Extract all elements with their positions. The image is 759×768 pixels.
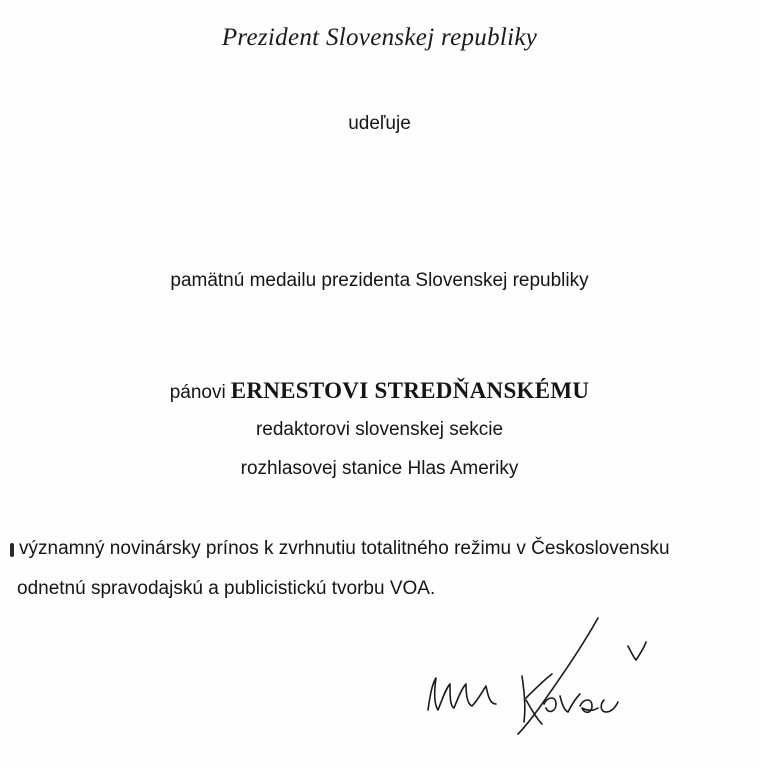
recipient-salutation: pánovi — [169, 382, 226, 403]
cropped-text-edge-mark — [10, 543, 14, 557]
recipient-name: ERNESTOVI STREDŇANSKÉMU — [230, 378, 590, 403]
recipient-line — [0, 378, 759, 404]
recipient-role-line-1: redaktorovi slovenskej sekcie — [255, 419, 504, 440]
award-title: pamätnú medailu prezidenta Slovenskej republiky — [170, 270, 589, 291]
award-reason-line-2: odnetnú spravodajskú a publicistickú tvorbu VOA. — [17, 578, 436, 599]
award-verb: udeľuje — [348, 113, 411, 134]
issuer-heading: Prezident Slovenskej republiky — [221, 24, 538, 51]
handwritten-signature — [420, 600, 650, 750]
recipient-role-line-2: rozhlasovej stanice Hlas Ameriky — [240, 458, 519, 479]
award-reason-line-1: významný novinársky prínos k zvrhnutiu totalitného režimu v Československu — [19, 538, 670, 559]
